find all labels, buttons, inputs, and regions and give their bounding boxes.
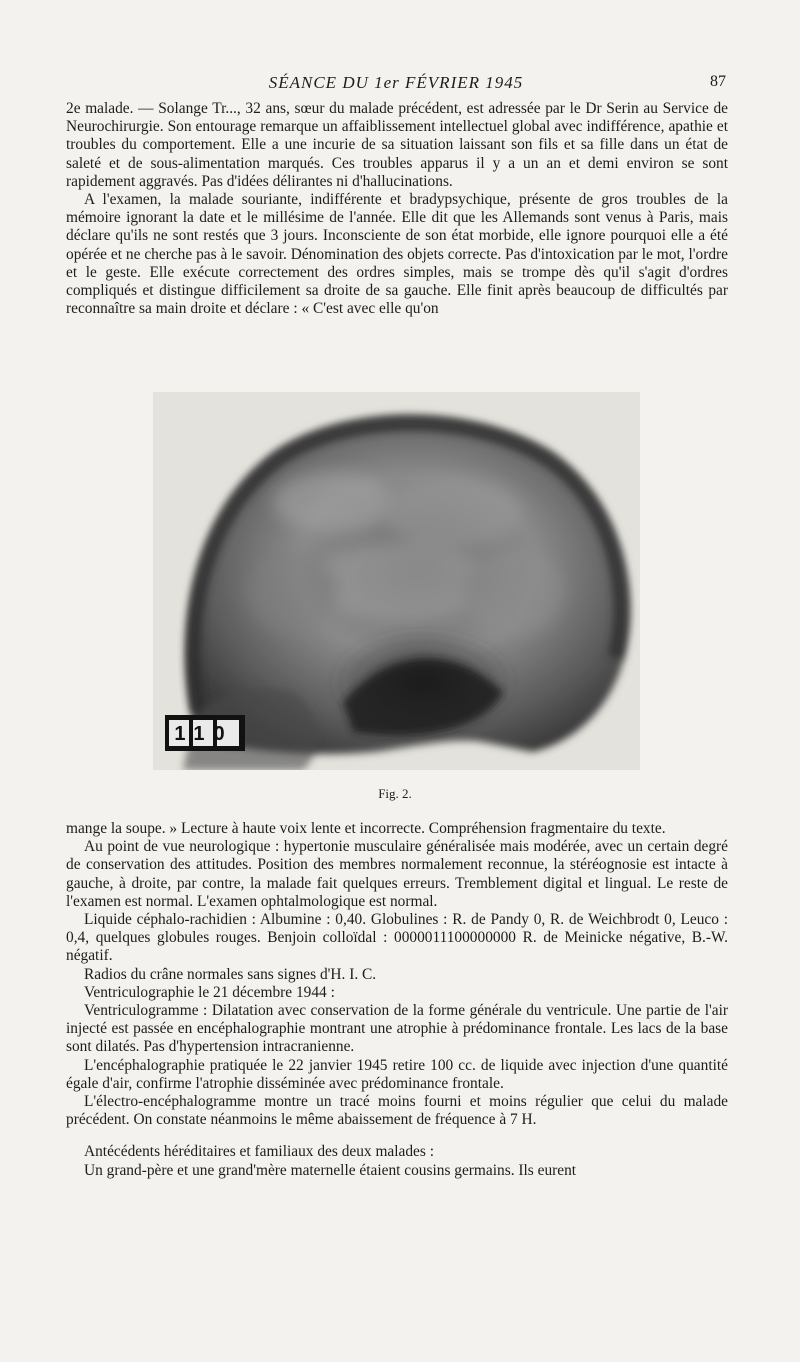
paragraph: Au point de vue neurologique : hypertonie musculaire généralisée mais modérée, avec un certain degré de conservation des attitudes. Position des membres normalement reconnue, la stéréognosie est intacte à gauche, à droite, par contre, la malade fait quelques erreurs. Tremblement digital et lingual. Le reste de l'examen est normal. L'examen ophtalmologique est normal. [66, 838, 728, 910]
paragraph: Ventriculographie le 21 décembre 1944 : [84, 983, 335, 1001]
figure-caption: Fig. 2. [378, 786, 412, 801]
paragraph: Un grand-père et une grand'mère maternelle étaient cousins germains. Ils eurent [84, 1161, 577, 1179]
text-block-top [66, 100, 728, 318]
paragraph: Ventriculogramme : Dilatation avec conservation de la forme générale du ventricule. Une partie de l'air injecté est passée en encéphalographie montrant une atrophie à prédominance frontale. Les lacs de la base sont dilatés. Pas d'hypertension intracranienne. [66, 1002, 728, 1056]
paragraph: Radios du crâne normales sans signes d'H. I. C. [84, 965, 377, 983]
paragraph: 2e malade. — Solange Tr..., 32 ans, sœur du malade précédent, est adressée par le Dr Serin au Service de Neurochirurgie. Son entourage remarque un affaiblissement intellectuel global avec indifférence, apathie et troubles du comportement. Elle a une incurie de sa situation laissant son fils et sa fille dans un état de saleté et de sous-alimentation marqués. Ces troubles apparus il y a un an et demi environ se sont rapidement aggravés. Pas d'idées délirantes ni d'hallucinations. [66, 100, 728, 190]
film-id-plate [165, 715, 245, 751]
text-block-bottom [66, 820, 728, 1180]
paragraph: L'électro-encéphalogramme montre un tracé moins fourni et moins régulier que celui du malade précédent. On constate néanmoins le même abaissement de fréquence à 7 H. [66, 1093, 728, 1129]
header-title: SÉANCE DU 1er FÉVRIER 1945 [268, 73, 524, 92]
page-number: 87 [710, 73, 726, 90]
paragraph: Liquide céphalo-rachidien : Albumine : 0,40. Globulines : R. de Pandy 0, R. de Weichbrodt 0, Leuco : 0,4, quelques globules rouges. Benjoin colloïdal : 0000011100000000 R. de Meinicke négative, B.-W. négatif. [66, 911, 728, 965]
paragraph: L'encéphalographie pratiquée le 22 janvier 1945 retire 100 cc. de liquide avec injection d'une quantité égale d'air, confirme l'atrophie disséminée avec prédominance frontale. [66, 1056, 728, 1092]
film-id-label: 110 [174, 723, 234, 745]
skull-radiograph [153, 392, 640, 770]
paragraph: A l'examen, la malade souriante, indifférente et bradypsychique, présente de gros troubles de la mémoire ignorant la date et le millésime de l'année. Elle dit que les Allemands sont venus à Paris, mais déclare qu'ils ne sont restés que 3 jours. Inconsciente de son état morbide, elle ignore pourquoi elle a été opérée et ne cherche pas à le savoir. Dénomination des objets correcte. Pas d'intoxication par le mot, l'ordre et le geste. Elle exécute correctement des ordres simples, mais se trompe dès qu'il s'agit d'ordres compliqués et distingue difficilement sa droite de sa gauche. Elle finit après beaucoup de difficultés par reconnaître sa main droite et déclare : « C'est avec elle qu'on [66, 191, 728, 318]
paragraph: mange la soupe. » Lecture à haute voix lente et incorrecte. Compréhension fragmentaire du texte. [66, 820, 666, 837]
paragraph: Antécédents héréditaires et familiaux des deux malades : [84, 1143, 435, 1161]
radiograph-image [153, 392, 640, 770]
running-header [66, 73, 726, 95]
